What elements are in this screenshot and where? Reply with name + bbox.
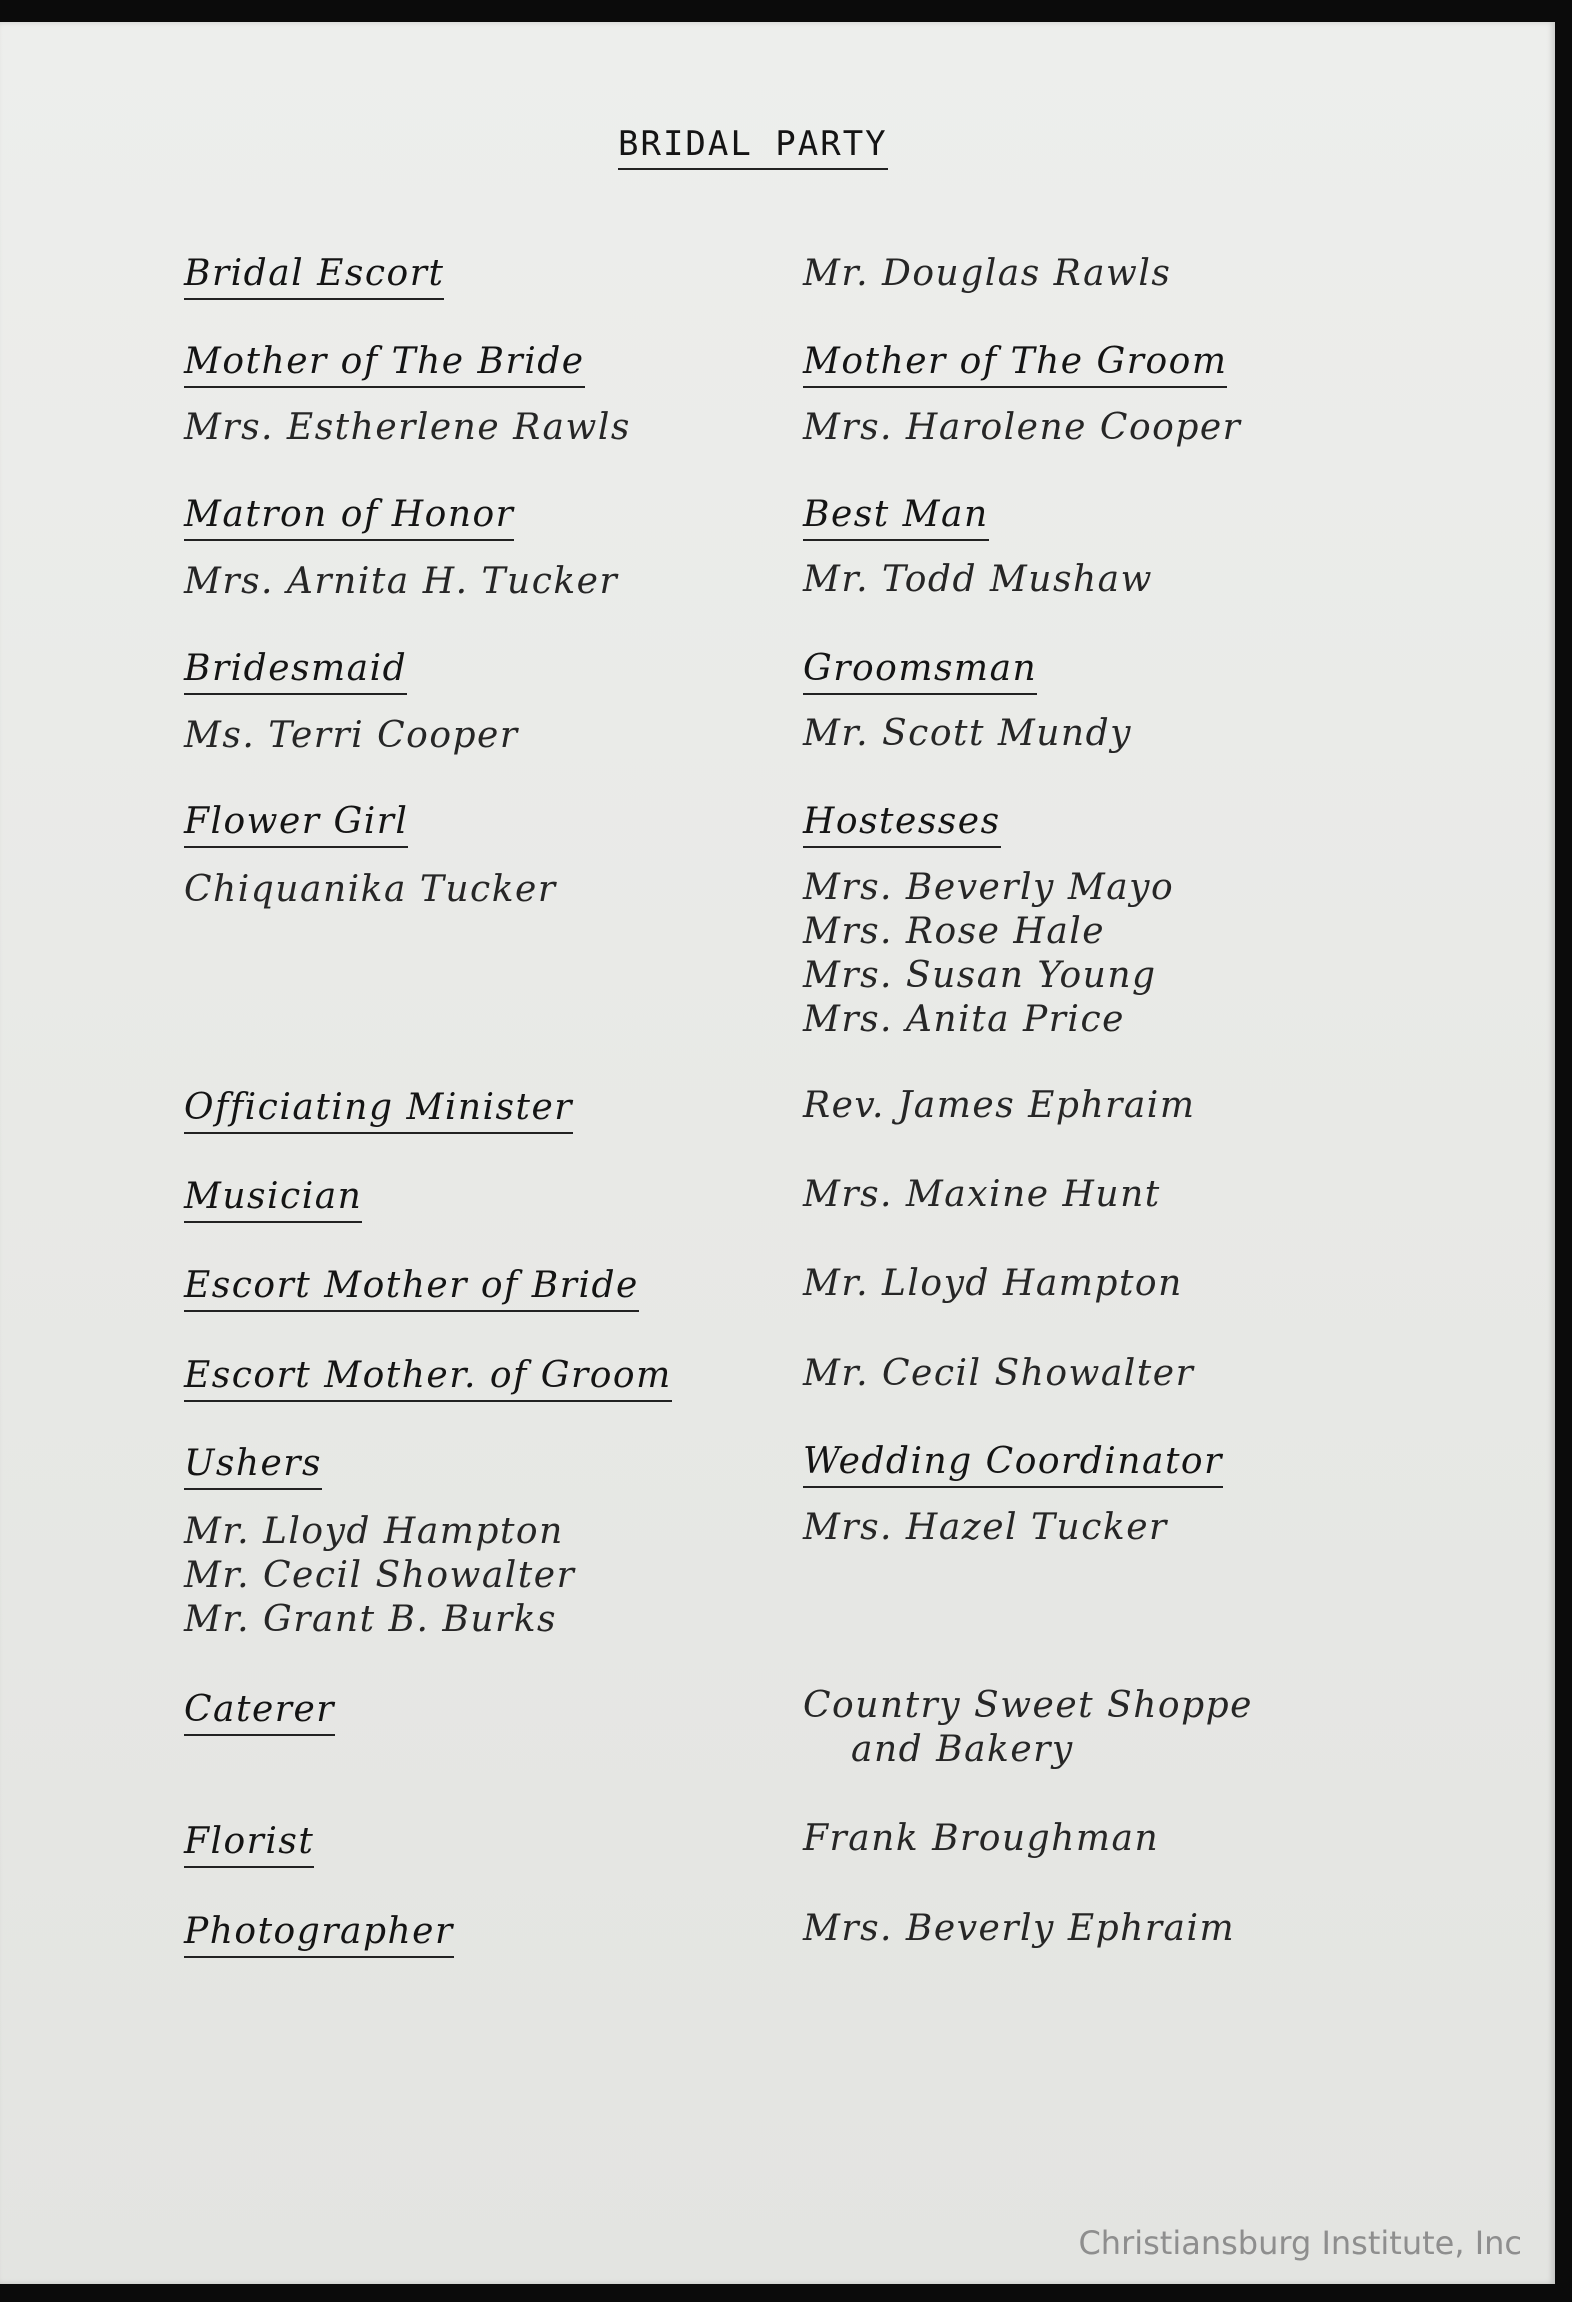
role-bridal-escort: Bridal Escort [184,252,444,300]
name-florist: Frank Broughman [803,1818,1160,1859]
role-officiating-minister: Officiating Minister [184,1086,573,1134]
name-escort-mother-of-bride: Mr. Lloyd Hampton [803,1263,1183,1304]
hostesses-list [803,866,1174,1042]
name-matron-of-honor: Mrs. Arnita H. Tucker [184,561,619,602]
role-photographer: Photographer [184,1910,454,1958]
role-mother-of-groom: Mother of The Groom [803,340,1227,388]
watermark: Christiansburg Institute, Inc [1078,2224,1522,2262]
usher-name: Mr. Cecil Showalter [184,1555,576,1596]
role-ushers: Ushers [184,1442,322,1490]
role-bridesmaid: Bridesmaid [184,647,407,695]
name-bridesmaid: Ms. Terri Cooper [184,715,519,756]
name-flower-girl: Chiquanika Tucker [184,869,557,910]
name-bridal-escort: Mr. Douglas Rawls [803,253,1172,294]
name-best-man: Mr. Todd Mushaw [803,559,1153,600]
role-wedding-coordinator: Wedding Coordinator [803,1440,1223,1488]
name-musician: Mrs. Maxine Hunt [803,1174,1161,1215]
name-mother-of-groom: Mrs. Harolene Cooper [803,407,1242,448]
role-mother-of-bride: Mother of The Bride [184,340,585,388]
usher-name: Mr. Grant B. Burks [184,1599,558,1640]
ushers-list [184,1510,575,1642]
name-wedding-coordinator: Mrs. Hazel Tucker [803,1507,1168,1548]
hostess-name: Mrs. Susan Young [803,955,1157,996]
hostess-name: Mrs. Anita Price [803,999,1125,1040]
caterer-name-line: and Bakery [851,1729,1074,1770]
role-groomsman: Groomsman [803,647,1037,695]
role-matron-of-honor: Matron of Honor [184,493,514,541]
name-escort-mother-of-groom: Mr. Cecil Showalter [803,1353,1195,1394]
name-groomsman: Mr. Scott Mundy [803,713,1132,754]
name-mother-of-bride: Mrs. Estherlene Rawls [184,407,631,448]
page-title: BRIDAL PARTY [618,122,888,170]
role-caterer: Caterer [184,1688,335,1736]
hostess-name: Mrs. Beverly Mayo [803,867,1175,908]
caterer-name-line: Country Sweet Shoppe [803,1685,1253,1726]
caterer-name [803,1684,1253,1772]
hostess-name: Mrs. Rose Hale [803,911,1106,952]
name-officiating-minister: Rev. James Ephraim [803,1085,1196,1126]
role-best-man: Best Man [803,493,989,541]
role-hostesses: Hostesses [803,800,1001,848]
usher-name: Mr. Lloyd Hampton [184,1511,564,1552]
name-photographer: Mrs. Beverly Ephraim [803,1908,1236,1949]
role-musician: Musician [184,1175,362,1223]
role-escort-mother-of-groom: Escort Mother. of Groom [184,1354,672,1402]
role-escort-mother-of-bride: Escort Mother of Bride [184,1264,639,1312]
role-flower-girl: Flower Girl [184,800,408,848]
role-florist: Florist [184,1820,314,1868]
